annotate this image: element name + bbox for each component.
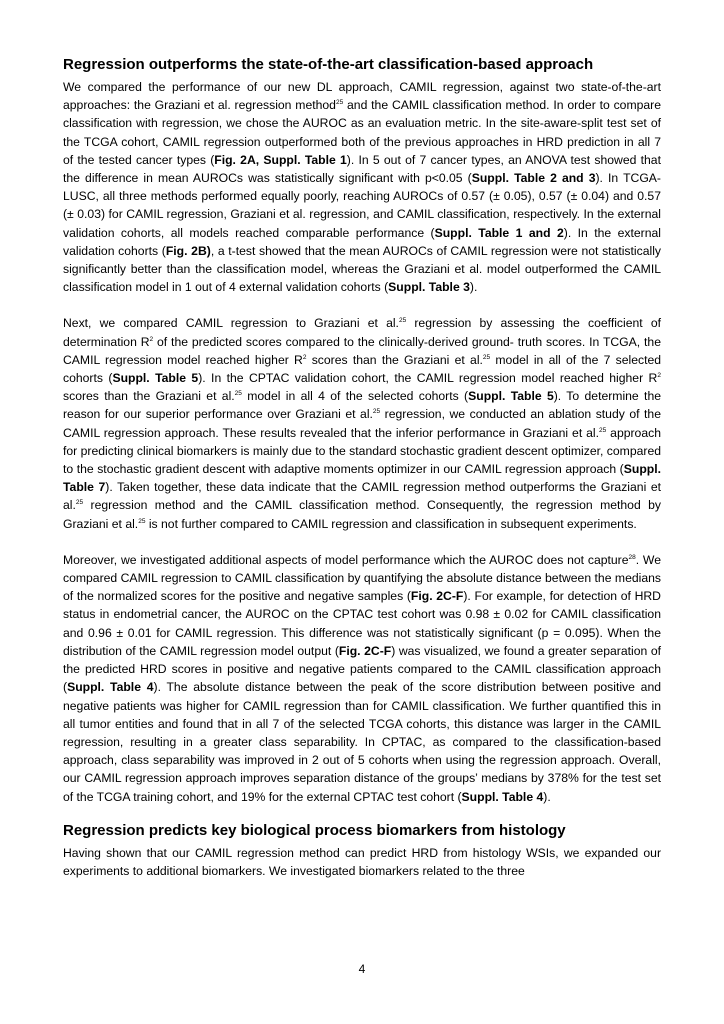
text-run: Moreover, we investigated additional aspects of model performance which the AUROC does not capture — [63, 552, 629, 567]
text-run: and the CAMIL classification method. In order to compare classification with regression, we chose the AUROC as an evaluation metric. In the site-aware-split test set of the TCGA cohort, CAMIL regression outperformed both of the previous approaches in HRD prediction in all 7 of the tested cancer types ( — [63, 98, 662, 167]
text-run: model in all of the 7 selected cohorts ( — [63, 352, 662, 386]
citation-superscript: 2 — [302, 353, 307, 361]
citation-superscript: 25 — [599, 426, 607, 434]
text-run: regression, we conducted an ablation study of the CAMIL regression approach. These results revealed that the inferior performance in Graziani et al. — [63, 407, 661, 440]
text-run: . We compared CAMIL regression to CAMIL classification by quantifying the absolute distance between the medians of the normalized scores for the positive and negative samples ( — [63, 552, 661, 604]
citation-superscript: 2 — [657, 371, 661, 379]
bold-reference: Fig. 2A, Suppl. Table 1 — [214, 152, 347, 167]
citation-superscript: 2 — [149, 335, 154, 343]
citation-superscript: 25 — [234, 390, 242, 398]
citation-superscript: 25 — [75, 499, 84, 507]
text-run: regression by assessing the coefficient of determination R — [63, 316, 662, 349]
bold-reference: Fig. 2C-F — [338, 643, 392, 658]
section-heading-regression-vs-classification: Regression outperforms the state-of-the-art classification-based approach — [63, 56, 594, 73]
bold-reference: Suppl. Table 4 — [67, 680, 154, 695]
bold-reference: Fig. 2B) — [165, 243, 211, 258]
paragraph-1 — [63, 78, 661, 296]
citation-superscript: 25 — [372, 408, 381, 416]
text-run: ) was visualized, we found a greater separation of the predicted HRD scores in positive and negative patients compared to the CAMIL classification approach ( — [63, 643, 661, 695]
bold-reference: Suppl. Table 7 — [63, 462, 661, 495]
bold-reference: Suppl. Table 5 — [468, 389, 554, 404]
text-run: ). — [543, 789, 551, 804]
paragraph-gap — [63, 806, 661, 822]
text-run: Having shown that our CAMIL regression method can predict HRD from histology WSIs, we expanded our experiments to additional biomarkers. We investigated biomarkers related to the three — [63, 845, 661, 878]
citation-superscript: 25 — [335, 99, 344, 107]
text-run: model in all 4 of the selected cohorts ( — [241, 389, 469, 404]
text-run: ). Taken together, these data indicate that the CAMIL regression method outperforms the Graziani et al. — [63, 480, 662, 513]
text-run: of the predicted scores compared to the clinically-derived ground- truth scores. In TCGA, the CAMIL regression model reached higher R — [63, 334, 661, 367]
citation-superscript: 25 — [138, 517, 146, 525]
text-run: ). To determine the reason for our superior performance over Graziani et al. — [63, 389, 661, 422]
citation-superscript: 28 — [628, 553, 636, 561]
text-run: ). The absolute distance between the peak of the score distribution between positive and negative patients was higher for CAMIL regression than for CAMIL classification. We further quantified this in all tumor entities and found that in all 7 of the selected TCGA cohorts, this distance was larger in the CAMIL regression, resulting in a greater class separability. In CPTAC, as compared to the classification-based approach, class separability was improved in 2 out of 5 cohorts when using the regression approach. Overall, our CAMIL regression approach improves separation distance of the groups’ medians by 378% for the test set of the TCGA training cohort, and 19% for the external CPTAC test cohort ( — [63, 680, 662, 804]
text-run: scores than the Graziani et al. — [63, 389, 235, 404]
bold-reference: Fig. 2C-F — [410, 589, 464, 604]
citation-superscript: 25 — [482, 353, 491, 361]
paragraph-gap — [63, 533, 661, 551]
citation-superscript: 25 — [398, 317, 407, 325]
text-run: ). In the CPTAC validation cohort, the CAMIL regression model reached higher R — [198, 371, 658, 386]
text-run: ). For example, for detection of HRD status in endometrial cancer, the AUROC on the CPTAC test cohort was 0.98 ± 0.02 for CAMIL classification and 0.96 ± 0.01 for CAMIL regression. This difference was not statistically significant (p = 0.095). When the distribution of the CAMIL regression model output ( — [63, 589, 661, 658]
text-run: is not further compared to CAMIL regression and classification in subsequent experiments. — [145, 516, 637, 531]
section-heading-biomarkers: Regression predicts key biological process biomarkers from histology — [63, 821, 566, 839]
text-run: ). In the external validation cohorts ( — [63, 225, 661, 258]
text-run: , a t-test showed that the mean AUROCs of CAMIL regression were not statistically significantly better than the classification model, whereas the Graziani et al. model outperformed the CAMIL classification model in 1 out of 4 external validation cohorts ( — [63, 243, 661, 295]
text-run: regression method and the CAMIL classification method. Consequently, the regression method by Graziani et al. — [63, 498, 661, 531]
text-run: We compared the performance of our new DL approach, CAMIL regression, against two state-of-the-art approaches: the Graziani et al. regression method — [63, 80, 661, 113]
bold-reference: Suppl. Table 3 — [388, 280, 470, 295]
document-page — [63, 56, 661, 880]
bold-reference: Suppl. Table 5 — [112, 371, 199, 386]
paragraph-4 — [63, 844, 661, 880]
text-run: Next, we compared CAMIL regression to Graziani et al. — [63, 316, 399, 331]
text-run: ). In TCGA-LUSC, all three methods performed equally poorly, reaching AUROCs of 0.57 (± 0.05), 0.57 (± 0.04) and 0.57 (± 0.03) for CAMIL regression, Graziani et al. regression, and CAMIL classification, respectively. In the external validation cohorts, all models reached comparable performance ( — [63, 171, 661, 240]
bold-reference: Suppl. Table 4 — [461, 789, 544, 804]
text-run: ). — [469, 280, 478, 295]
paragraph-3 — [63, 551, 661, 806]
text-run: ). In 5 out of 7 cancer types, an ANOVA test showed that the difference in mean AUROCs was statistically significant with p<0.05 ( — [63, 152, 661, 186]
bold-reference: Suppl. Table 1 and 2 — [434, 225, 564, 240]
bold-reference: Suppl. Table 2 and 3 — [471, 171, 596, 186]
page-number: 4 — [358, 962, 366, 976]
text-run: approach for predicting clinical biomarkers is mainly due to the standard stochastic gradient descent optimizer, compared to the stochastic gradient descent with adaptive moments optimizer in our CAMIL regression approach ( — [63, 425, 661, 477]
paragraph-gap — [63, 296, 661, 314]
paragraph-2 — [63, 314, 661, 532]
text-run: scores than the Graziani et al. — [306, 352, 483, 367]
